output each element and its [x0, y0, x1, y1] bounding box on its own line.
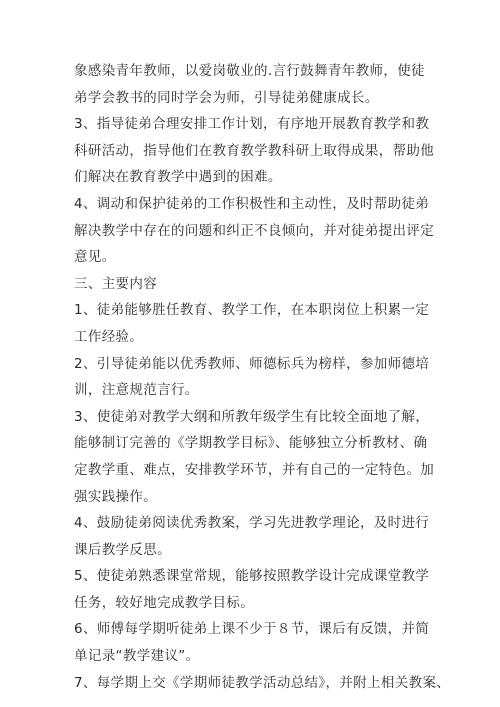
text-line: 弟学会教书的同时学会为师，引导徒弟健康成长。 — [74, 89, 379, 106]
text-line: 5、使徒弟熟悉课堂常规，能够按照教学设计完成课堂教学 — [74, 568, 430, 585]
text-line: 科研活动，指导他们在教育教学教科研上取得成果，帮助他 — [74, 142, 435, 159]
text-line: 任务，较好地完成教学目标。 — [74, 594, 255, 611]
text-line: 能够制订完善的《学期教学目标》、能够独立分析教材、确 — [74, 435, 428, 452]
text-line: 定教学重、难点，安排教学环节，并有自己的一定特色。加 — [74, 461, 435, 478]
section-heading: 三、主要内容 — [74, 275, 158, 292]
text-line: 工作经验。 — [74, 328, 144, 345]
text-line: 3、使徒弟对教学大纲和所教年级学生有比较全面地了解， — [74, 408, 430, 425]
text-line: 7、每学期上交《学期师徒教学活动总结》，并附上相关教案、 — [74, 674, 451, 691]
text-line: 象感染青年教师，以爱岗敬业的.言行鼓舞青年教师，使徒 — [74, 63, 425, 79]
text-line: 单记录“教学建议”。 — [74, 648, 200, 665]
text-line: 6、师傅每学期听徒弟上课不少于８节，课后有反馈，并简 — [74, 621, 430, 638]
document-body — [74, 58, 451, 696]
text-line: 训，注意规范言行。 — [74, 382, 199, 399]
text-line: 3、指导徒弟合理安排工作计划，有序地开展教育教学和教 — [74, 116, 430, 133]
text-line: 解决教学中存在的问题和纠正不良倾向，并对徒弟提出评定 — [74, 222, 435, 239]
text-line: 意见。 — [74, 249, 116, 266]
text-line: 们解决在教育教学中遇到的困难。 — [74, 169, 282, 186]
text-line: 4、鼓励徒弟阅读优秀教案，学习先进教学理论，及时进行 — [74, 515, 430, 532]
text-line: 4、调动和保护徒弟的工作积极性和主动性，及时帮助徒弟 — [74, 195, 430, 212]
text-line: 强实践操作。 — [74, 488, 158, 505]
text-line: 1、徒弟能够胜任教育、教学工作，在本职岗位上积累一定 — [74, 302, 430, 319]
text-line: 课后教学反思。 — [74, 541, 171, 558]
text-line: 2、引导徒弟能以优秀教师、师德标兵为榜样，参加师德培 — [74, 355, 430, 372]
